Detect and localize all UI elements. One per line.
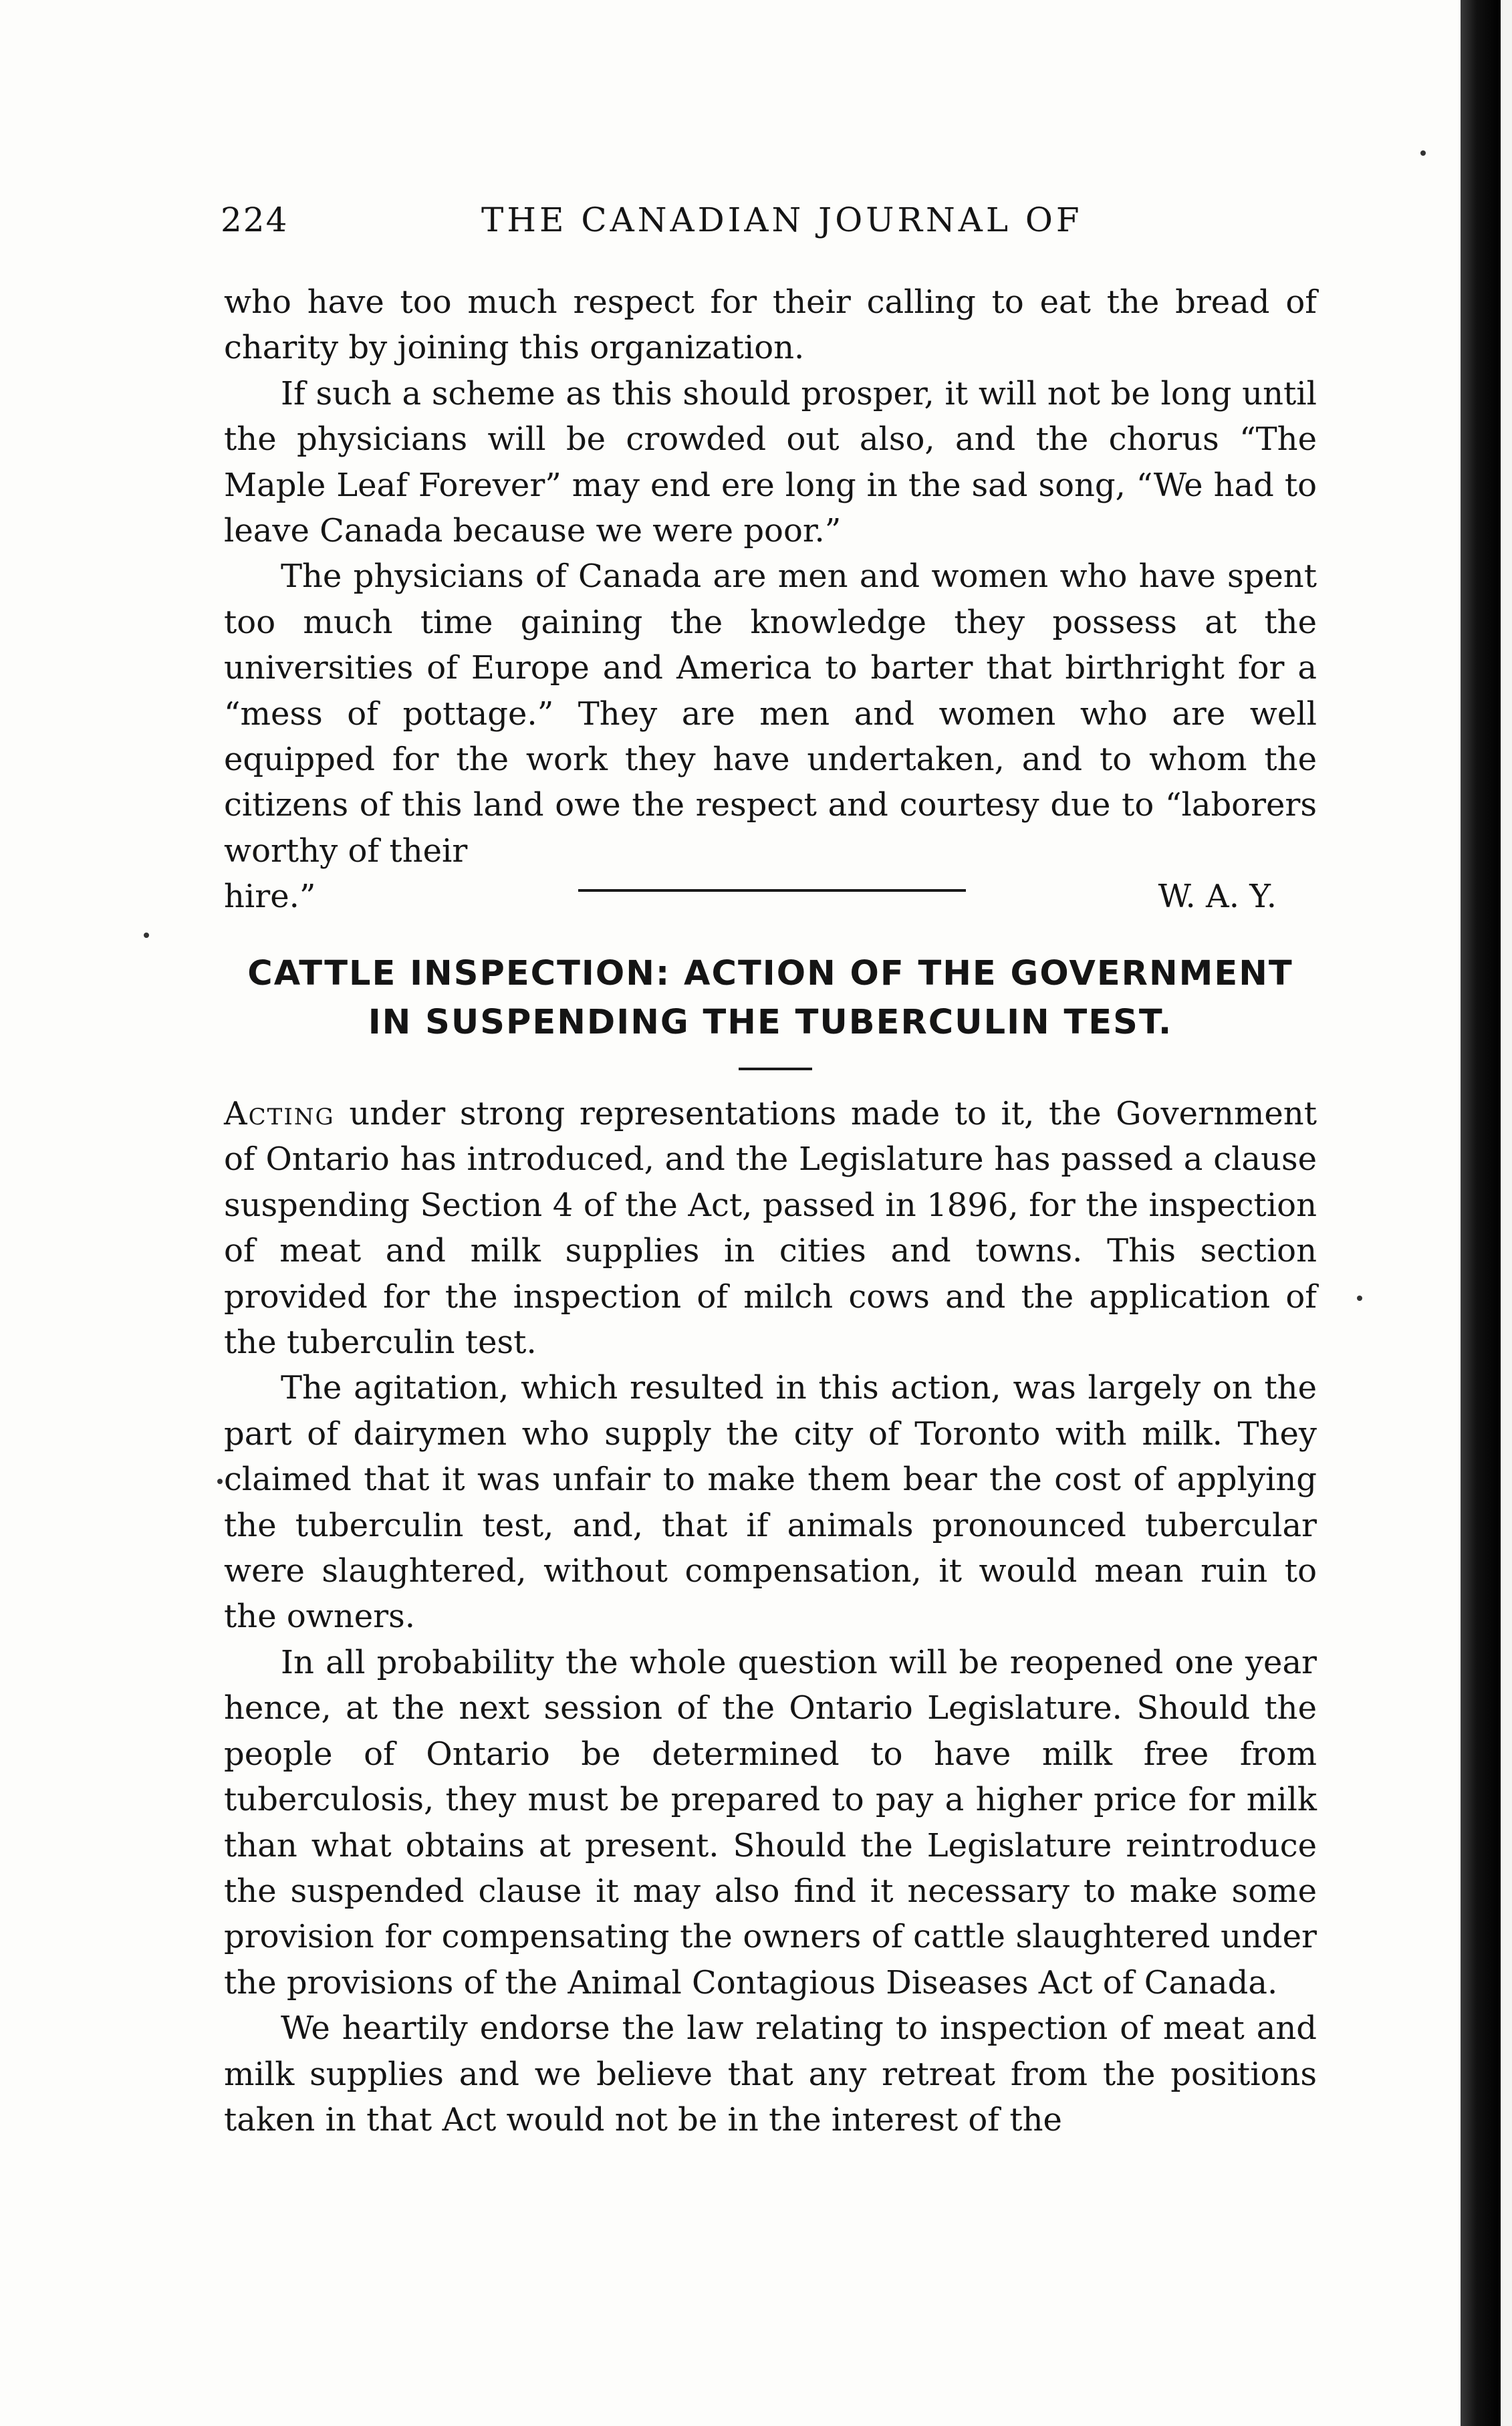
scan-margin xyxy=(1501,0,1512,2426)
lead-paragraph xyxy=(224,1091,1317,1365)
signature-line xyxy=(224,874,1317,919)
scan-binding-shadow xyxy=(1461,0,1501,2426)
top-section xyxy=(224,279,1317,920)
scan-speck xyxy=(1357,1296,1362,1301)
page-number: 224 xyxy=(221,201,289,239)
article-title-line: CATTLE INSPECTION: ACTION OF THE GOVERNMENT xyxy=(247,954,1293,993)
author-signature: W. A. Y. xyxy=(1158,878,1277,916)
title-rule xyxy=(739,1068,812,1070)
article-body xyxy=(224,1091,1317,2143)
article-title xyxy=(224,949,1317,1047)
scan-speck xyxy=(1420,150,1426,156)
paragraph: If such a scheme as this should prosper, it will not be long until the physicians will be crowded out also, and the chorus “The Maple Leaf Forever” may end ere long in the sad song, “We had to leave Canada because we were poor.” xyxy=(224,374,1317,550)
lead-paragraph-text: under strong representations made to it, the Government of Ontario has introduced, and the Legislature has passed a clause suspending Section 4 of the Act, passed in 1896, for the inspection of meat and milk supplies in cities and towns. This section provided for the inspection of milch cows and the application of the tuberculin test. xyxy=(224,1095,1317,1362)
page-header xyxy=(221,201,1317,254)
lead-word: Acting xyxy=(224,1095,335,1132)
paragraph-end: hire.” xyxy=(224,878,316,916)
paragraph: The agitation, which resulted in this action, was largely on the part of dairymen who supply the city of Toronto with milk. They claimed that it was unfair to make them bear the cost of applying the tuberculin test, and, that if animals pronounced tubercular were slaughtered, without compensation, it would mean ruin to the owners. xyxy=(224,1369,1317,1636)
paragraph: In all probability the whole question will be reopened one year hence, at the next session of the Ontario Legislature. Should the people of Ontario be determined to have milk free from tuberculosis, they must be prepared to pay a higher price for milk than what obtains at present. Should the Legislature reintroduce the suspended clause it may also find it necessary to make some provision for compensating the owners of cattle slaughtered under the provisions of the Animal Contagious Diseases Act of Canada. xyxy=(224,1643,1317,2002)
scan-speck xyxy=(217,1479,223,1484)
section-divider xyxy=(578,889,966,892)
article-title-line: IN SUSPENDING THE TUBERCULIN TEST. xyxy=(368,1003,1173,1042)
scan-speck xyxy=(144,933,149,938)
paragraph: We heartily endorse the law relating to inspection of meat and milk supplies and we believe that any retreat from the positions taken in that Act would not be in the interest of the xyxy=(224,2010,1317,2139)
paragraph: The physicians of Canada are men and women who have spent too much time gaining the knowledge they possess at the universities of Europe and America to barter that birthright for a “mess of pottage.” They are men and women who are well equipped for the work they have undertaken, and to whom the citizens of this land owe the respect and courtesy due to “laborers worthy of their xyxy=(224,558,1317,870)
running-head: THE CANADIAN JOURNAL OF xyxy=(481,201,1083,239)
continued-paragraph: who have too much respect for their calling to eat the bread of charity by joining this organization. xyxy=(224,283,1317,367)
